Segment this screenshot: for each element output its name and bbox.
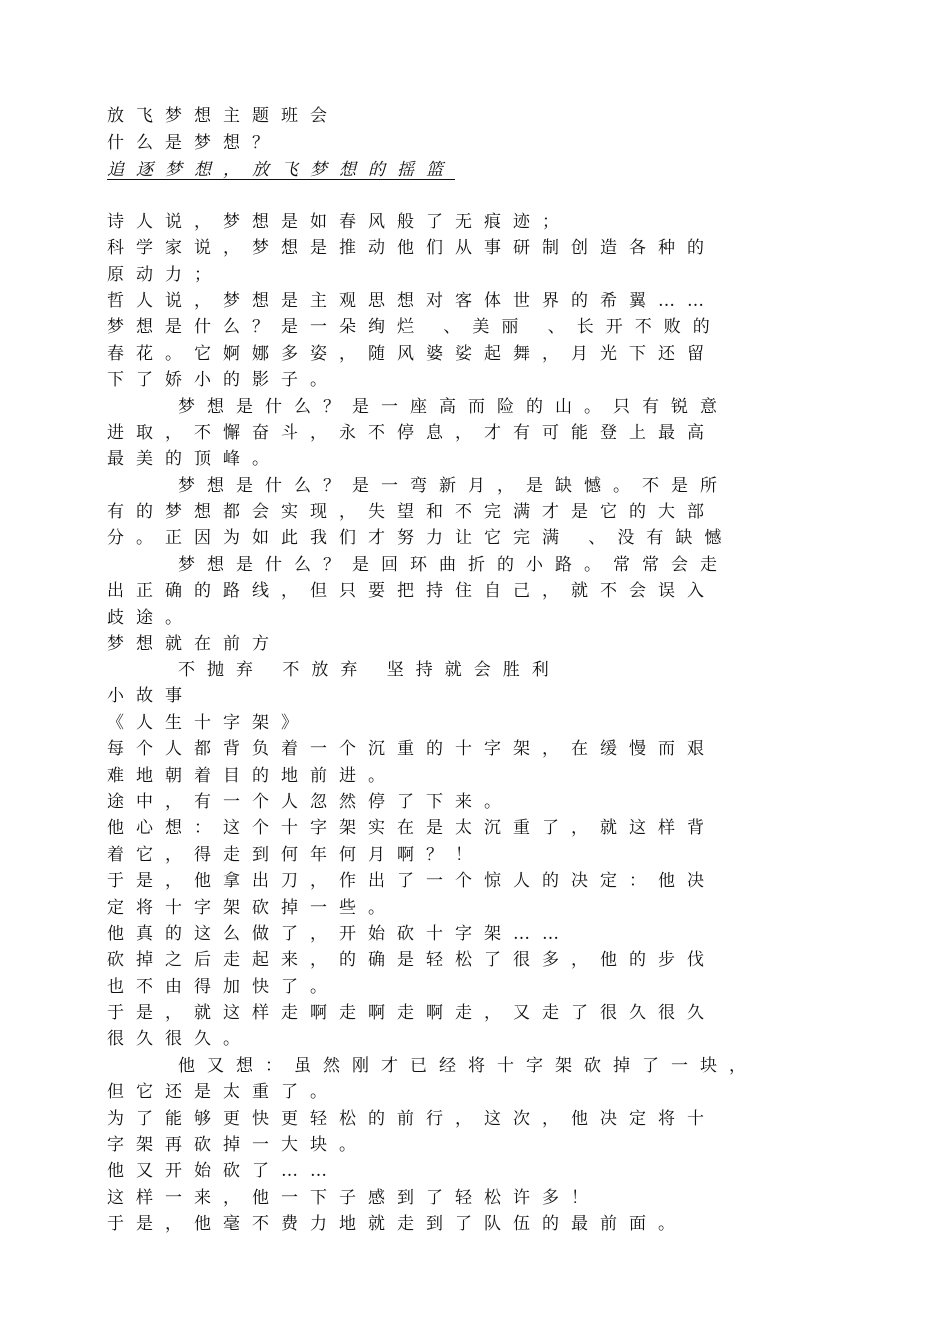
text-line: 定将十字架砍掉一些。 xyxy=(107,898,397,918)
text-line: 也不由得加快了。 xyxy=(107,977,339,997)
text-line: 歧途。 xyxy=(107,608,194,628)
text-line: 梦想就在前方 xyxy=(107,634,281,654)
text-line: 难地朝着目的地前进。 xyxy=(107,766,397,786)
text-line: 每个人都背负着一个沉重的十字架，在缓慢而艰 xyxy=(107,739,716,759)
text-line: 他心想：这个十字架实在是太沉重了，就这样背 xyxy=(107,818,716,838)
text-line: 梦想是什么？是一座高而险的山。只有锐意 xyxy=(178,397,729,417)
text-line: 出正确的路线，但只要把持住自己，就不会误入 xyxy=(107,581,716,601)
text-line: 下了娇小的影子。 xyxy=(107,370,339,390)
text-line: 很久很久。 xyxy=(107,1029,252,1049)
text-line: 于是，他拿出刀，作出了一个惊人的决定：他决 xyxy=(107,871,716,891)
text-line: 进取，不懈奋斗，永不停息，才有可能登上最高 xyxy=(107,423,716,443)
text-line: 梦想是什么？是回环曲折的小路。常常会走 xyxy=(178,555,729,575)
text-line: 春花。它婀娜多姿，随风婆娑起舞，月光下还留 xyxy=(107,344,716,364)
text-line: 原动力； xyxy=(107,265,223,285)
text-line: 哲人说，梦想是主观思想对客体世界的希翼…… xyxy=(107,291,716,311)
story-title: 《人生十字架》 xyxy=(107,713,310,733)
text-line: 科学家说，梦想是推动他们从事研制创造各种的 xyxy=(107,238,716,258)
text-line: 于是，他毫不费力地就走到了队伍的最前面。 xyxy=(107,1214,687,1234)
text-line: 他又想：虽然刚才已经将十字架砍掉了一块， xyxy=(178,1056,758,1076)
text-line: 分。正因为如此我们才努力让它完满 、没有缺憾 xyxy=(107,528,734,548)
text-line: 诗人说，梦想是如春风般了无痕迹； xyxy=(107,212,571,232)
text-line: 小故事 xyxy=(107,686,194,706)
text-line: 有的梦想都会实现，失望和不完满才是它的大部 xyxy=(107,502,716,522)
text-line: 字架再砍掉一大块。 xyxy=(107,1135,368,1155)
text-line: 这样一来，他一下子感到了轻松许多！ xyxy=(107,1188,600,1208)
text-line: 他真的这么做了，开始砍十字架…… xyxy=(107,924,571,944)
document-question: 什么是梦想？ xyxy=(107,133,281,153)
text-line: 不抛弃 不放弃 坚持就会胜利 xyxy=(178,660,561,680)
text-line: 但它还是太重了。 xyxy=(107,1082,339,1102)
text-line: 最美的顶峰。 xyxy=(107,449,281,469)
text-line: 于是，就这样走啊走啊走啊走，又走了很久很久 xyxy=(107,1003,716,1023)
text-line: 他又开始砍了…… xyxy=(107,1161,339,1181)
document-subtitle: 追逐梦想，放飞梦想的摇篮 xyxy=(107,160,455,180)
text-line: 途中，有一个人忽然停了下来。 xyxy=(107,792,513,812)
document-title: 放飞梦想主题班会 xyxy=(107,106,339,126)
text-line: 着它，得走到何年何月啊？！ xyxy=(107,845,484,865)
text-line: 梦想是什么？是一弯新月，是缺憾。不是所 xyxy=(178,476,729,496)
text-line: 砍掉之后走起来，的确是轻松了很多，他的步伐 xyxy=(107,950,716,970)
text-line: 为了能够更快更轻松的前行，这次，他决定将十 xyxy=(107,1109,716,1129)
text-line: 梦想是什么？是一朵绚烂 、美丽 、长开不败的 xyxy=(107,317,722,337)
